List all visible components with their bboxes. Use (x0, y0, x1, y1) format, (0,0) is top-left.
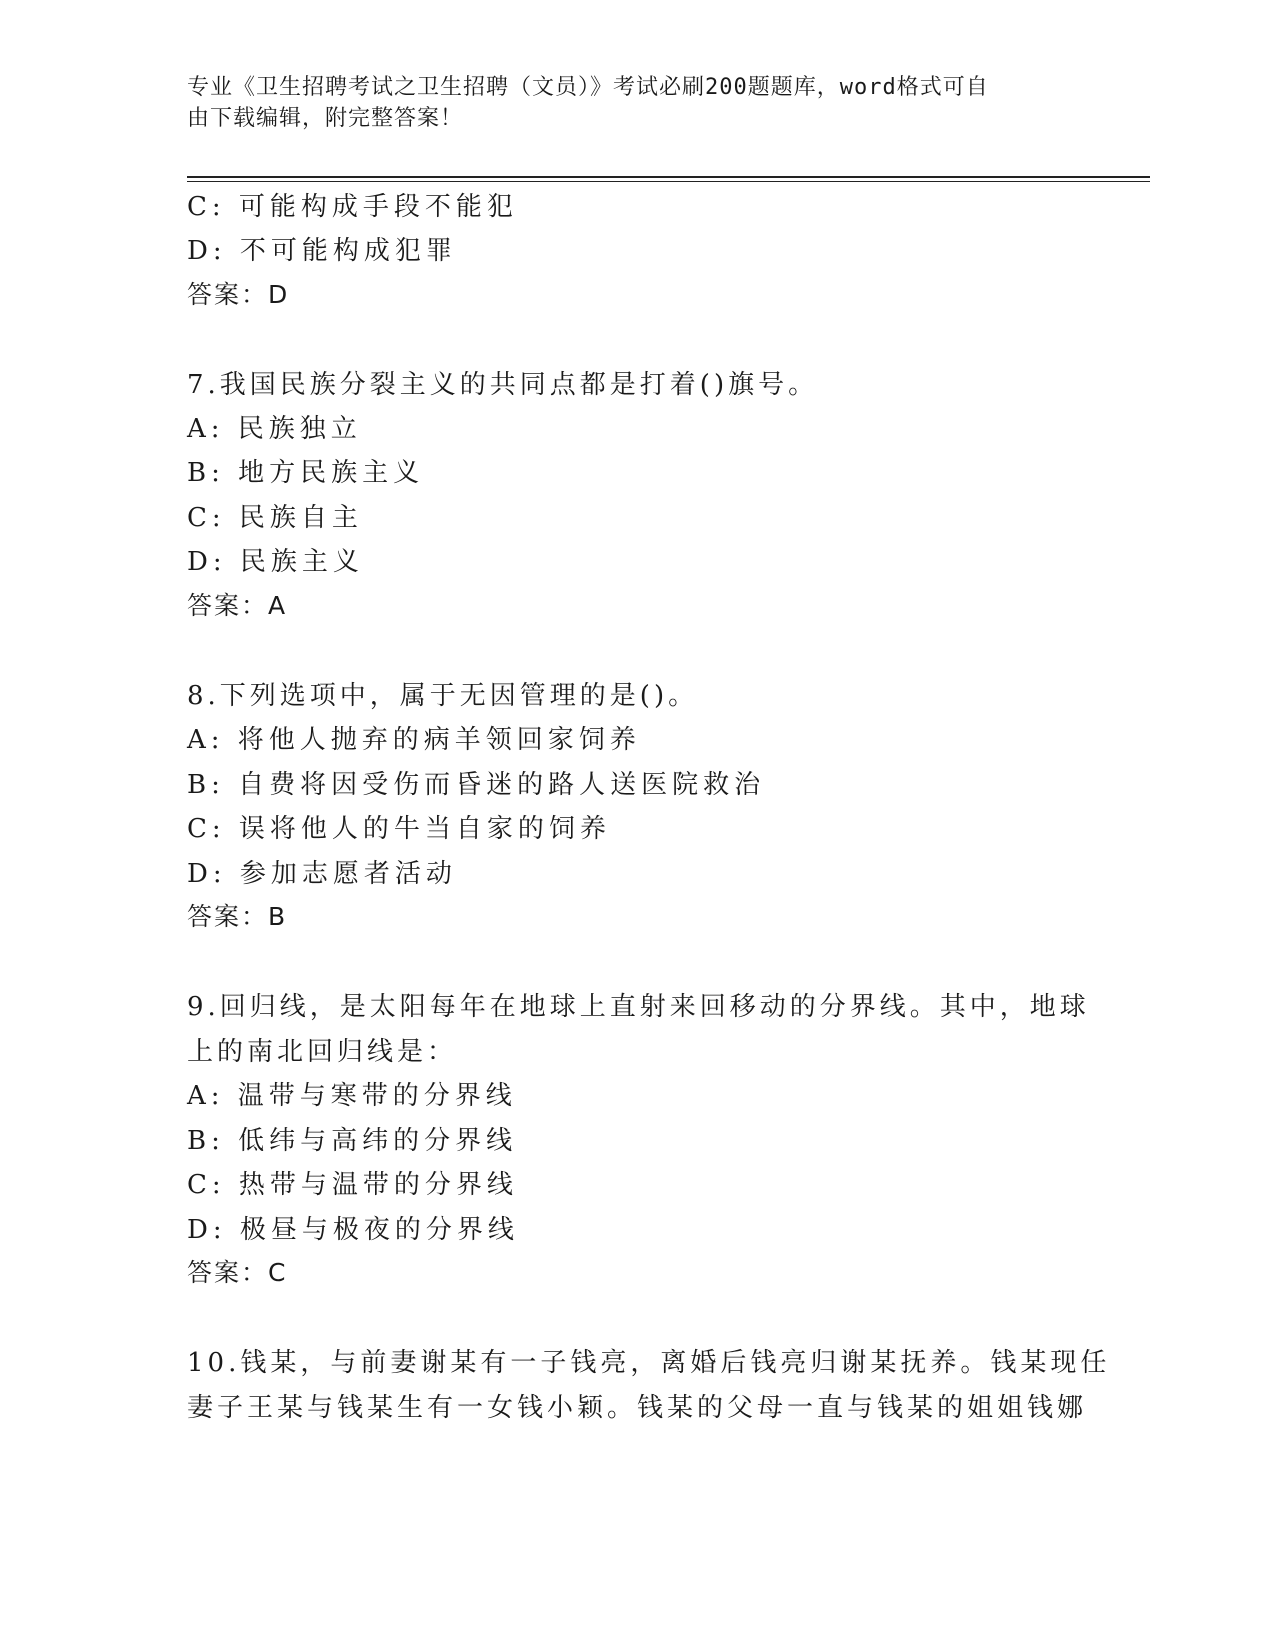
header-line-1: 专业《卫生招聘考试之卫生招聘（文员）》考试必刷200题题库，word格式可自 (187, 75, 989, 100)
q10-stem-line-1: 10.钱某，与前妻谢某有一子钱亮，离婚后钱亮归谢某抚养。钱某现任 (187, 1348, 1111, 1378)
q7-option-d: D: 民族主义 (187, 547, 364, 577)
q7-option-a: A: 民族独立 (187, 414, 362, 444)
q8-answer: 答案：B (187, 902, 288, 931)
q10-stem-line-2: 妻子王某与钱某生有一女钱小颖。钱某的父母一直与钱某的姐姐钱娜 (187, 1393, 1088, 1423)
q8-option-b: B: 自费将因受伤而昏迷的路人送医院救治 (187, 770, 766, 800)
q6-answer: 答案：D (187, 280, 290, 309)
q8-option-d: D: 参加志愿者活动 (187, 859, 457, 889)
q9-stem-line-2: 上的南北回归线是： (187, 1037, 458, 1067)
q7-stem: 7.我国民族分裂主义的共同点都是打着()旗号。 (187, 370, 819, 400)
q9-stem-line-1: 9.回归线，是太阳每年在地球上直射来回移动的分界线。其中，地球 (187, 992, 1090, 1022)
header-rule-thin (187, 181, 1150, 182)
header-rule-thick (187, 176, 1150, 178)
q9-option-c: C: 热带与温带的分界线 (187, 1170, 518, 1200)
q7-option-b: B: 地方民族主义 (187, 458, 425, 488)
q6-option-c: C: 可能构成手段不能犯 (187, 192, 518, 222)
header-line-2: 由下载编辑，附完整答案！ (187, 106, 464, 131)
q9-option-d: D: 极昼与极夜的分界线 (187, 1215, 519, 1245)
q8-option-a: A: 将他人抛弃的病羊领回家饲养 (187, 725, 641, 755)
q8-stem: 8.下列选项中，属于无因管理的是()。 (187, 681, 699, 711)
q6-option-d: D: 不可能构成犯罪 (187, 236, 457, 266)
q7-option-c: C: 民族自主 (187, 503, 363, 533)
q8-option-c: C: 误将他人的牛当自家的饲养 (187, 814, 611, 844)
q7-answer: 答案：A (187, 591, 288, 620)
q9-option-b: B: 低纬与高纬的分界线 (187, 1126, 518, 1156)
q9-answer: 答案：C (187, 1258, 288, 1287)
q9-option-a: A: 温带与寒带的分界线 (187, 1081, 517, 1111)
document-header (187, 72, 1067, 134)
